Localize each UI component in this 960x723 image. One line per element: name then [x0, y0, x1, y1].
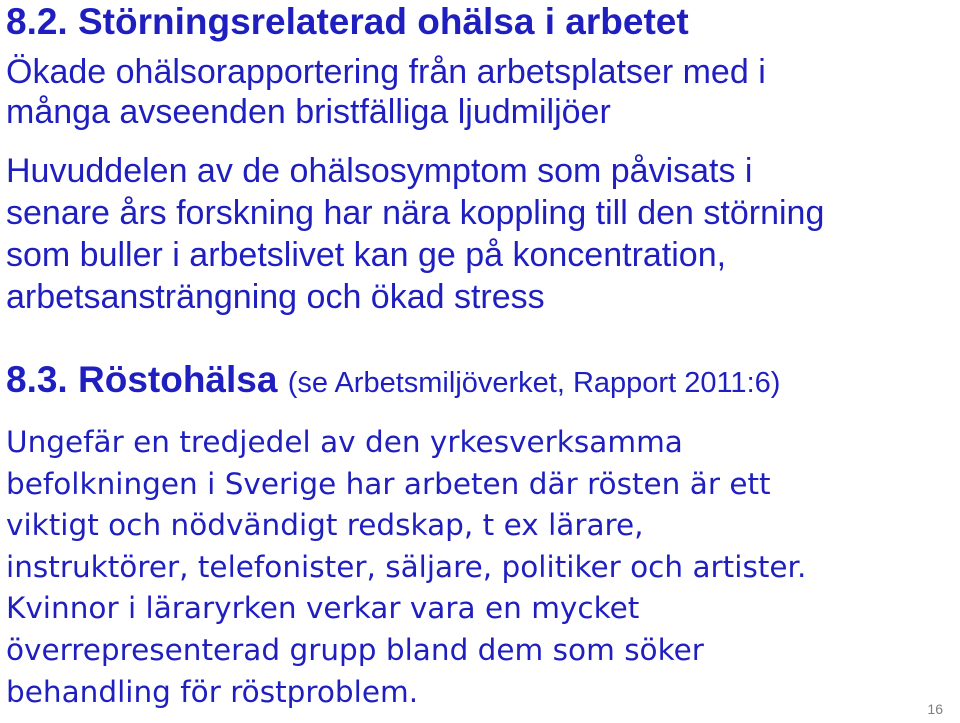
paragraph-line: arbetsansträngning och ökad stress — [6, 278, 545, 316]
paragraph-line: som buller i arbetslivet kan ge på koncentration, — [6, 236, 727, 274]
paragraph-noise-reports — [6, 52, 766, 132]
paragraph-noise-research — [6, 150, 824, 318]
paragraph-line: instruktörer, telefonister, säljare, politiker och artister. — [6, 549, 807, 584]
paragraph-line: Ungefär en tredjedel av den yrkesverksamma — [6, 425, 683, 459]
section-heading-8-3 — [6, 356, 780, 407]
paragraph-line: befolkningen i Sverige har arbeten där rösten är ett — [6, 466, 771, 501]
paragraph-line: Kvinnor i läraryrken verkar vara en mycket — [6, 591, 640, 626]
paragraph-line: behandling för röstproblem. — [6, 674, 419, 709]
section-heading-8-2: 8.2. Störningsrelaterad ohälsa i arbetet — [6, 1, 689, 42]
paragraph-line: många avseenden bristfälliga ljudmiljöer — [6, 93, 611, 131]
paragraph-voice-health — [6, 422, 806, 713]
section-heading-reference: (se Arbetsmiljöverket, Rapport 2011:6) — [287, 367, 781, 399]
paragraph-line: senare års forskning har nära koppling till den störning — [6, 194, 825, 232]
paragraph-line: Huvuddelen av de ohälsosymptom som påvisats i — [6, 152, 753, 190]
paragraph-line: Ökade ohälsorapportering från arbetsplatser med i — [6, 53, 766, 91]
paragraph-line: viktigt och nödvändigt redskap, t ex lärare, — [6, 508, 644, 543]
paragraph-line: överrepresenterad grupp bland dem som söker — [6, 632, 704, 667]
page-number: 16 — [927, 701, 943, 717]
section-heading-title: 8.3. Röstohälsa — [6, 359, 278, 400]
